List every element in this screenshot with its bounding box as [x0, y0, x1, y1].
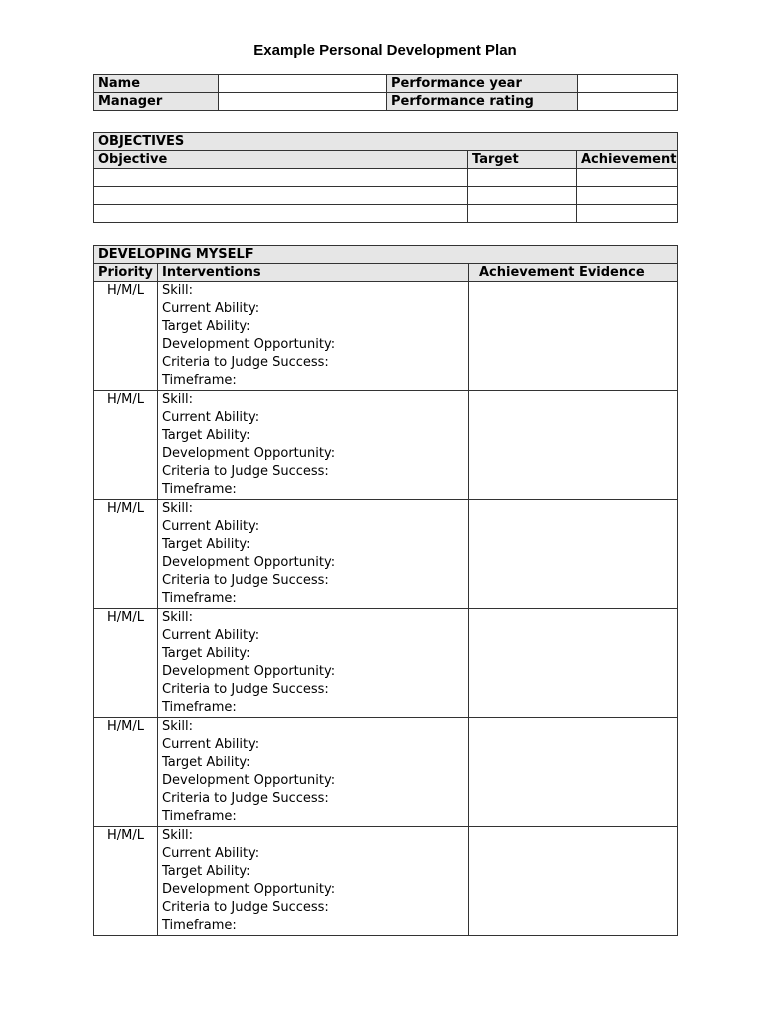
evidence-cell[interactable]: [469, 827, 678, 936]
intervention-current-label: Current Ability:: [162, 737, 260, 752]
development-row: [94, 282, 678, 391]
intervention-opportunity-label: Development Opportunity:: [162, 555, 336, 570]
objective-row: [94, 187, 678, 205]
objectives-section-label: OBJECTIVES: [94, 133, 678, 151]
performance-rating-label: Performance rating: [387, 93, 578, 111]
target-col-header: Target: [468, 151, 577, 169]
performance-year-field[interactable]: [578, 75, 678, 93]
intervention-criteria-label: Criteria to Judge Success:: [162, 900, 329, 915]
development-row: [94, 827, 678, 936]
intervention-criteria-label: Criteria to Judge Success:: [162, 791, 329, 806]
interventions-cell[interactable]: [158, 718, 469, 827]
interventions-cell[interactable]: [158, 827, 469, 936]
manager-label: Manager: [94, 93, 219, 111]
interventions-cell[interactable]: [158, 609, 469, 718]
intervention-skill-label: Skill:: [162, 610, 193, 625]
performance-year-label: Performance year: [387, 75, 578, 93]
evidence-cell[interactable]: [469, 500, 678, 609]
intervention-skill-label: Skill:: [162, 719, 193, 734]
intervention-opportunity-label: Development Opportunity:: [162, 882, 336, 897]
interventions-cell[interactable]: [158, 282, 469, 391]
intervention-target-label: Target Ability:: [162, 428, 251, 443]
target-cell[interactable]: [468, 187, 577, 205]
intervention-skill-label: Skill:: [162, 501, 193, 516]
objective-row: [94, 205, 678, 223]
priority-cell[interactable]: H/M/L: [94, 827, 158, 936]
intervention-timeframe-label: Timeframe:: [162, 373, 237, 388]
objectives-table: [93, 132, 678, 223]
achievement-cell[interactable]: [577, 169, 678, 187]
developing-section-label: DEVELOPING MYSELF: [94, 246, 678, 264]
intervention-timeframe-label: Timeframe:: [162, 482, 237, 497]
evidence-cell[interactable]: [469, 391, 678, 500]
intervention-skill-label: Skill:: [162, 828, 193, 843]
intervention-current-label: Current Ability:: [162, 301, 260, 316]
intervention-timeframe-label: Timeframe:: [162, 809, 237, 824]
development-row: [94, 718, 678, 827]
target-cell[interactable]: [468, 169, 577, 187]
evidence-cell[interactable]: [469, 718, 678, 827]
interventions-cell[interactable]: [158, 391, 469, 500]
objective-cell[interactable]: [94, 187, 468, 205]
intervention-target-label: Target Ability:: [162, 755, 251, 770]
intervention-target-label: Target Ability:: [162, 864, 251, 879]
intervention-criteria-label: Criteria to Judge Success:: [162, 573, 329, 588]
intervention-target-label: Target Ability:: [162, 537, 251, 552]
name-field[interactable]: [219, 75, 387, 93]
page-title: Example Personal Development Plan: [253, 42, 517, 59]
development-row: [94, 391, 678, 500]
intervention-current-label: Current Ability:: [162, 846, 260, 861]
intervention-criteria-label: Criteria to Judge Success:: [162, 464, 329, 479]
objective-cell[interactable]: [94, 205, 468, 223]
priority-cell[interactable]: H/M/L: [94, 282, 158, 391]
intervention-opportunity-label: Development Opportunity:: [162, 337, 336, 352]
objective-col-header: Objective: [94, 151, 468, 169]
objective-row: [94, 169, 678, 187]
intervention-target-label: Target Ability:: [162, 319, 251, 334]
objective-cell[interactable]: [94, 169, 468, 187]
evidence-col-header: Achievement Evidence: [469, 264, 678, 282]
priority-cell[interactable]: H/M/L: [94, 718, 158, 827]
achievement-cell[interactable]: [577, 205, 678, 223]
intervention-opportunity-label: Development Opportunity:: [162, 773, 336, 788]
target-cell[interactable]: [468, 205, 577, 223]
intervention-current-label: Current Ability:: [162, 628, 260, 643]
evidence-cell[interactable]: [469, 282, 678, 391]
development-row: [94, 609, 678, 718]
priority-col-header: Priority: [94, 264, 158, 282]
intervention-target-label: Target Ability:: [162, 646, 251, 661]
intervention-opportunity-label: Development Opportunity:: [162, 664, 336, 679]
priority-cell[interactable]: H/M/L: [94, 500, 158, 609]
priority-cell[interactable]: H/M/L: [94, 609, 158, 718]
intervention-skill-label: Skill:: [162, 283, 193, 298]
intervention-criteria-label: Criteria to Judge Success:: [162, 355, 329, 370]
intervention-current-label: Current Ability:: [162, 519, 260, 534]
employee-info-table: [93, 74, 678, 111]
priority-cell[interactable]: H/M/L: [94, 391, 158, 500]
interventions-cell[interactable]: [158, 500, 469, 609]
name-label: Name: [94, 75, 219, 93]
intervention-timeframe-label: Timeframe:: [162, 700, 237, 715]
intervention-criteria-label: Criteria to Judge Success:: [162, 682, 329, 697]
evidence-cell[interactable]: [469, 609, 678, 718]
intervention-opportunity-label: Development Opportunity:: [162, 446, 336, 461]
developing-myself-table: [93, 245, 678, 936]
intervention-timeframe-label: Timeframe:: [162, 918, 237, 933]
intervention-current-label: Current Ability:: [162, 410, 260, 425]
intervention-skill-label: Skill:: [162, 392, 193, 407]
achievement-cell[interactable]: [577, 187, 678, 205]
performance-rating-field[interactable]: [578, 93, 678, 111]
achievement-col-header: Achievement: [577, 151, 678, 169]
interventions-col-header: Interventions: [158, 264, 469, 282]
intervention-timeframe-label: Timeframe:: [162, 591, 237, 606]
manager-field[interactable]: [219, 93, 387, 111]
development-row: [94, 500, 678, 609]
